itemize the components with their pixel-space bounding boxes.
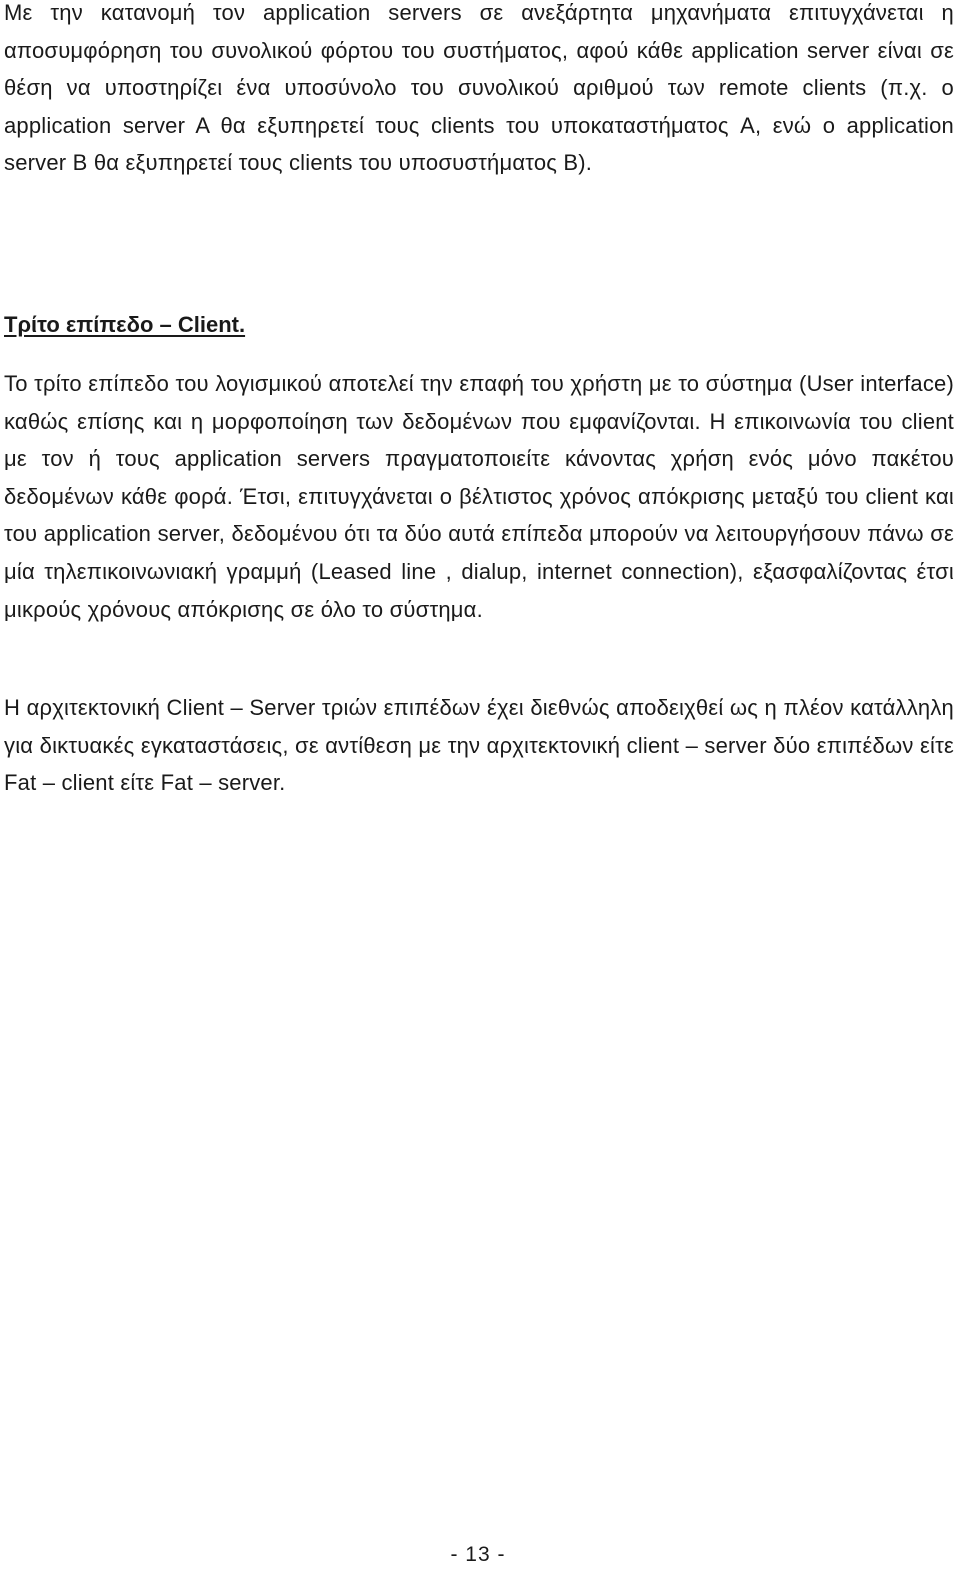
- paragraph-three-tier-architecture: Η αρχιτεκτονική Client – Server τριών επιπέδων έχει διεθνώς αποδειχθεί ως η πλέον κατάλληλη για δικτυακές εγκαταστάσεις, σε αντίθεση με την αρχιτεκτονική client – server δύο επιπέδων είτε Fat – client είτε Fat – server.: [4, 695, 954, 796]
- section-heading-client-tier: Τρίτο επίπεδο – Client.: [4, 312, 246, 337]
- paragraph-application-servers: Με την κατανομή τον application servers σε ανεξάρτητα μηχανήματα επιτυγχάνεται η αποσυμφόρηση του συνολικού φόρτου του συστήματος, αφού κάθε application server είναι σε θέση να υποστηρίζει ένα υποσύνολο του συνολικού αριθμού των remote clients (π.χ. ο application server A θα εξυπηρετεί τους clients του υποκαταστήματος A, ενώ ο application server B θα εξυπηρετεί τους clients του υποσυστήματος B).: [4, 0, 954, 176]
- page-number: - 13 -: [450, 1543, 506, 1566]
- paragraph-client-tier: Το τρίτο επίπεδο του λογισμικού αποτελεί την επαφή του χρήστη με το σύστημα (User interface) καθώς επίσης και η μορφοποίηση των δεδομένων που εμφανίζονται. Η επικοινωνία του client με τον ή τους application servers πραγματοποιείτε κάνοντας χρήση ενός μόνο πακέτου δεδομένων κάθε φορά. Έτσι, επιτυγχάνεται ο βέλτιστος χρόνος απόκρισης μεταξύ του client και του application server, δεδομένου ότι τα δύο αυτά επίπεδα μπορούν να λειτουργήσουν πάνω σε μία τηλεπικοινωνιακή γραμμή (Leased line , dialup, internet connection), εξασφαλίζοντας έτσι μικρούς χρόνους απόκρισης σε όλο το σύστημα.: [4, 371, 954, 622]
